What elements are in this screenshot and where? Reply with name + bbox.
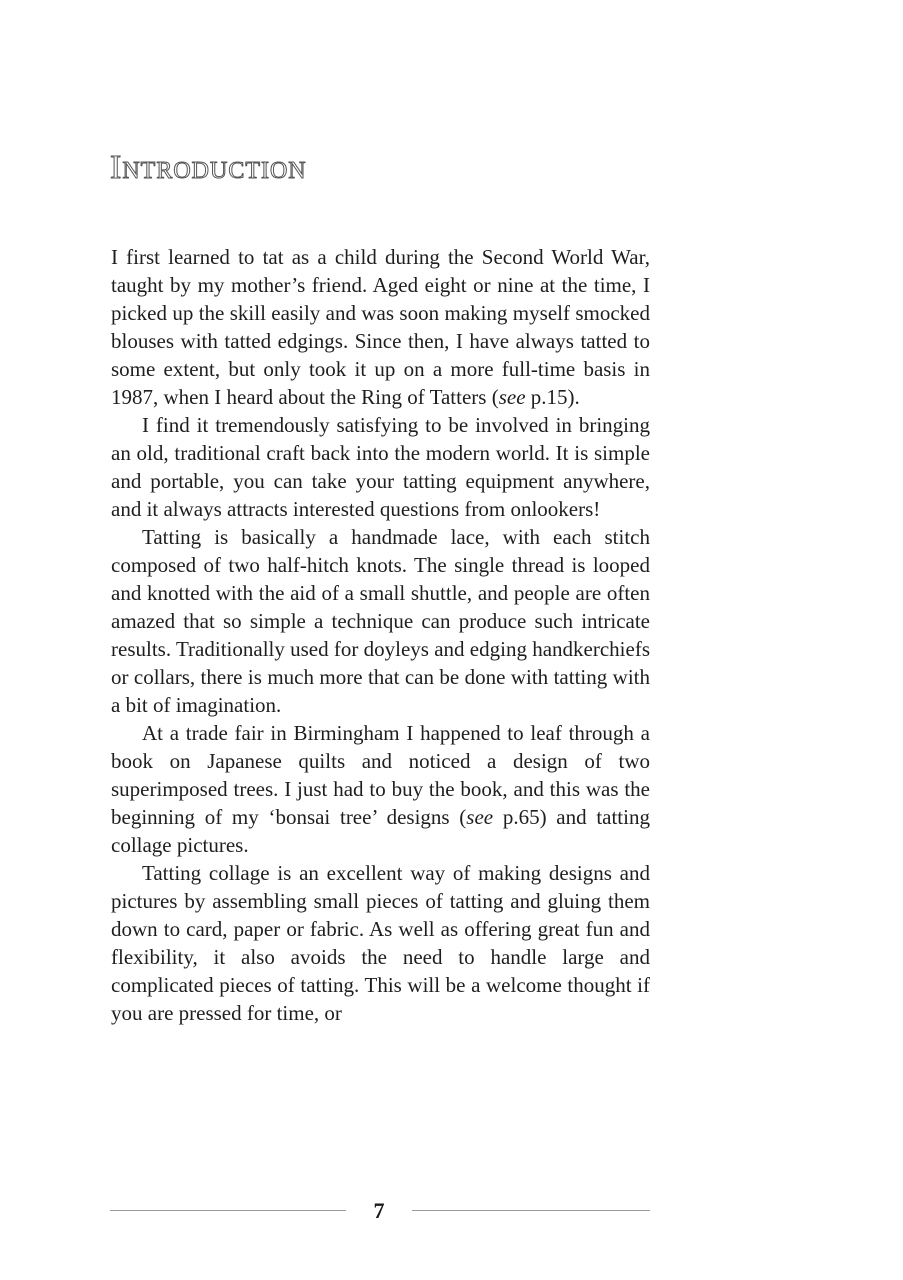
paragraph-2 xyxy=(111,411,650,523)
paragraph-text: p.65) and tatting collage pictures. xyxy=(111,805,650,857)
paragraph-1 xyxy=(111,243,650,411)
paragraph-text: I first learned to tat as a child during the Second World War, taught by my mother’s friend. Aged eight or nine at the time, I picked up the skill easily and was soon making myself smocked blouses with tatted edgings. Since then, I have always tatted to some extent, but only took it up on a more full-time basis in 1987, when I heard about the Ring of Tatters ( xyxy=(111,245,650,409)
footer-rule-left xyxy=(110,1210,346,1211)
body-text xyxy=(111,243,650,1027)
paragraph-text: Tatting is basically a handmade lace, with each stitch composed of two half-hitch knots. The single thread is looped and knotted with the aid of a small shuttle, and people are often amazed that so simple a technique can produce such intricate results. Traditionally used for doyleys and edging handkerchiefs or collars, there is much more that can be done with tatting with a bit of imagination. xyxy=(111,525,650,717)
footer-rule-right xyxy=(412,1210,650,1211)
page-title: Introduction xyxy=(110,149,307,186)
paragraph-text: At a trade fair in Birmingham I happened to leaf through a book on Japanese quilts and noticed a design of two superimposed trees. I just had to buy the book, and this was the beginning of my ‘bonsai tree’ designs ( xyxy=(111,721,650,829)
paragraph-text: Tatting collage is an excellent way of making designs and pictures by assembling small pieces of tatting and gluing them down to card, paper or fabric. As well as offering great fun and flexibility, it also avoids the need to handle large and complicated pieces of tatting. This will be a welcome thought if you are pressed for time, or xyxy=(111,861,650,1025)
paragraph-text: I find it tremendously satisfying to be involved in bringing an old, traditional craft back into the modern world. It is simple and portable, you can take your tatting equipment anywhere, and it always attracts interested questions from onlookers! xyxy=(111,413,650,521)
paragraph-text: p.15). xyxy=(525,385,580,409)
paragraph-5 xyxy=(111,859,650,1027)
page-footer xyxy=(110,1196,650,1226)
paragraph-3 xyxy=(111,523,650,719)
page-number: 7 xyxy=(373,1198,385,1223)
italic-see: see xyxy=(498,385,526,409)
paragraph-4 xyxy=(111,719,650,859)
italic-see: see xyxy=(466,805,494,829)
